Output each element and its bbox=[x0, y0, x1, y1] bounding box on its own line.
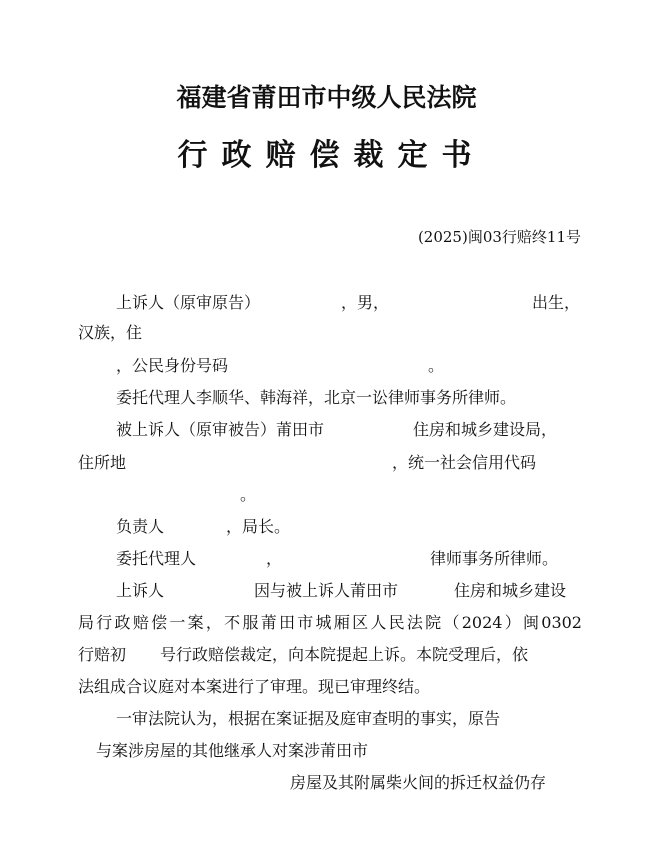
summary-appellant: 上诉人 bbox=[116, 581, 165, 600]
appellee-address-label: 住所地 bbox=[78, 453, 127, 472]
appellee-credit-code-label: ，统一社会信用代码 bbox=[392, 453, 537, 472]
first-instance-heirs: 与案涉房屋的其他继承人对案涉莆田市 bbox=[96, 741, 369, 760]
summary-line-4: 法组成合议庭对本案进行了审理。现已审理终结。 bbox=[78, 677, 431, 696]
first-instance-property: 房屋及其附属柴火间的拆迁权益仍存 bbox=[290, 773, 547, 792]
appellee-agent-comma: ， bbox=[266, 549, 283, 568]
appellant-birth: 出生， bbox=[532, 293, 581, 312]
summary-line-2: 局行政赔偿一案，不服莆田市城厢区人民法院（2024）闽0302 bbox=[78, 613, 582, 632]
appellant-gender: ，男， bbox=[341, 293, 390, 312]
summary-case-prefix: 行赔初 bbox=[78, 645, 127, 664]
appellee-label: 被上诉人（原审被告）莆田市 bbox=[116, 420, 325, 439]
appellant-id-label: ，公民身份号码 bbox=[116, 356, 229, 375]
appellee-agent-label: 委托代理人 bbox=[116, 549, 197, 568]
summary-appellee: 因与被上诉人莆田市 bbox=[254, 581, 399, 600]
first-instance-opinion: 一审法院认为，根据在案证据及庭审查明的事实，原告 bbox=[116, 709, 501, 728]
appellant-label: 上诉人（原审原告） bbox=[116, 293, 261, 312]
document-title: 行政赔偿裁定书 bbox=[177, 138, 486, 173]
court-name: 福建省莆田市中级人民法院 bbox=[176, 83, 477, 112]
appellee-agent-firm: 律师事务所律师。 bbox=[430, 549, 559, 568]
appellant-id-end: 。 bbox=[428, 356, 445, 375]
appellant-agent: 委托代理人李顺华、韩海祥，北京一讼律师事务所律师。 bbox=[116, 388, 517, 407]
responsible-person-label: 负责人 bbox=[116, 517, 165, 536]
appellant-ethnicity-address: 汉族，住 bbox=[78, 323, 143, 342]
appellee-credit-code-end: 。 bbox=[240, 485, 257, 504]
summary-bureau: 住房和城乡建设 bbox=[454, 581, 567, 600]
summary-line-3: 号行政赔偿裁定，向本院提起上诉。本院受理后，依 bbox=[160, 645, 529, 664]
appellee-bureau: 住房和城乡建设局， bbox=[413, 420, 558, 439]
case-number: (2025)闽03行赔终11号 bbox=[417, 228, 581, 246]
responsible-person-title: ，局长。 bbox=[226, 517, 291, 536]
